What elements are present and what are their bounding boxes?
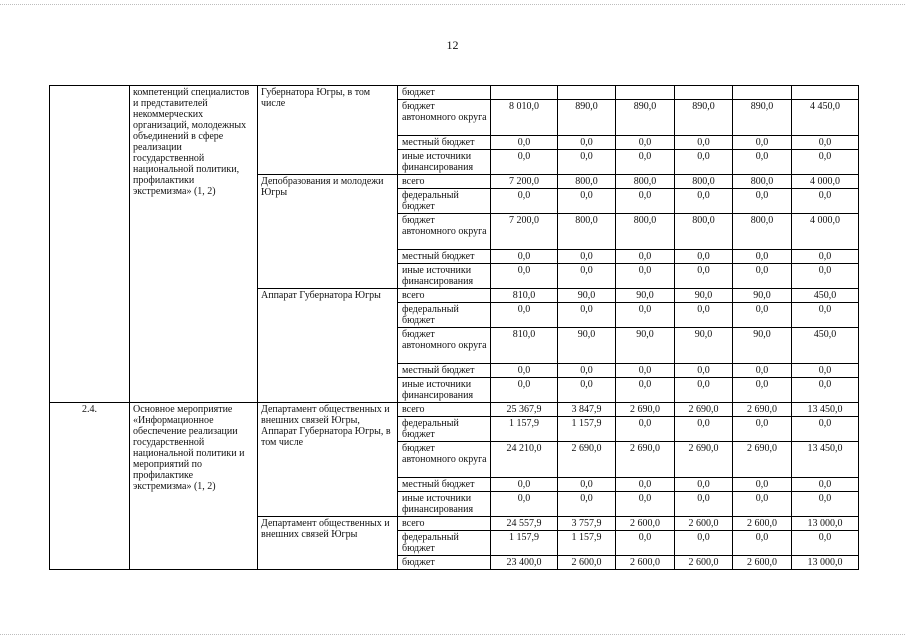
funding-source-cell: бюджет автономного округа — [398, 328, 491, 364]
funding-source-cell: всего — [398, 517, 491, 531]
amount-cell: 1 157,9 — [491, 417, 558, 442]
executor-cell: Департамент общественных и внешних связей Югры, Аппарат Губернатора Югры, в том числе — [258, 403, 398, 517]
funding-source-cell: иные источники финансирования — [398, 264, 491, 289]
amount-cell: 0,0 — [733, 189, 792, 214]
amount-cell: 90,0 — [675, 328, 733, 364]
event-name-cell: Основное мероприятие «Информационное обеспечение реализации государственной национальной политики и мероприятий по профилактике экстремизма» (1, 2) — [130, 403, 258, 570]
amount-cell: 0,0 — [675, 531, 733, 556]
amount-cell: 90,0 — [733, 328, 792, 364]
amount-cell: 0,0 — [558, 492, 616, 517]
funding-source-cell: местный бюджет — [398, 364, 491, 378]
amount-cell: 0,0 — [616, 264, 675, 289]
section-number-cell — [50, 86, 130, 403]
amount-cell: 0,0 — [616, 364, 675, 378]
amount-cell: 24 557,9 — [491, 517, 558, 531]
amount-cell: 800,0 — [558, 175, 616, 189]
amount-cell: 0,0 — [616, 531, 675, 556]
page-number: 12 — [446, 38, 459, 52]
funding-source-cell: федеральный бюджет — [398, 303, 491, 328]
amount-cell: 0,0 — [675, 303, 733, 328]
amount-cell: 8 010,0 — [491, 100, 558, 136]
amount-cell — [491, 86, 558, 100]
amount-cell: 13 000,0 — [792, 517, 859, 531]
amount-cell: 0,0 — [616, 136, 675, 150]
amount-cell: 810,0 — [491, 328, 558, 364]
amount-cell: 1 157,9 — [558, 417, 616, 442]
funding-source-cell: бюджет автономного округа — [398, 100, 491, 136]
amount-cell: 0,0 — [616, 417, 675, 442]
amount-cell: 2 600,0 — [733, 517, 792, 531]
amount-cell: 0,0 — [616, 250, 675, 264]
amount-cell: 2 690,0 — [733, 442, 792, 478]
amount-cell: 0,0 — [792, 364, 859, 378]
amount-cell: 0,0 — [558, 364, 616, 378]
amount-cell — [616, 86, 675, 100]
amount-cell: 0,0 — [792, 478, 859, 492]
amount-cell: 0,0 — [558, 303, 616, 328]
funding-source-cell: иные источники финансирования — [398, 378, 491, 403]
amount-cell: 0,0 — [558, 150, 616, 175]
funding-source-cell: иные источники финансирования — [398, 150, 491, 175]
amount-cell: 2 600,0 — [675, 517, 733, 531]
amount-cell: 2 600,0 — [675, 556, 733, 570]
amount-cell: 13 450,0 — [792, 403, 859, 417]
amount-cell: 0,0 — [616, 478, 675, 492]
funding-source-cell: бюджет — [398, 86, 491, 100]
amount-cell: 2 690,0 — [733, 403, 792, 417]
amount-cell: 7 200,0 — [491, 214, 558, 250]
amount-cell: 800,0 — [558, 214, 616, 250]
section-number-cell: 2.4. — [50, 403, 130, 570]
funding-source-cell: бюджет — [398, 556, 491, 570]
amount-cell: 0,0 — [675, 189, 733, 214]
funding-source-cell: местный бюджет — [398, 136, 491, 150]
amount-cell: 4 000,0 — [792, 214, 859, 250]
amount-cell: 0,0 — [558, 478, 616, 492]
amount-cell: 800,0 — [733, 214, 792, 250]
amount-cell: 2 690,0 — [675, 442, 733, 478]
amount-cell: 890,0 — [616, 100, 675, 136]
amount-cell: 0,0 — [675, 136, 733, 150]
amount-cell: 13 000,0 — [792, 556, 859, 570]
amount-cell: 0,0 — [675, 492, 733, 517]
amount-cell: 0,0 — [558, 264, 616, 289]
amount-cell: 0,0 — [491, 189, 558, 214]
amount-cell: 0,0 — [491, 136, 558, 150]
amount-cell: 0,0 — [792, 250, 859, 264]
amount-cell: 0,0 — [792, 417, 859, 442]
amount-cell: 0,0 — [558, 189, 616, 214]
scan-artifact-bottom — [0, 634, 905, 636]
amount-cell: 13 450,0 — [792, 442, 859, 478]
funding-source-cell: федеральный бюджет — [398, 189, 491, 214]
amount-cell: 450,0 — [792, 328, 859, 364]
amount-cell: 25 367,9 — [491, 403, 558, 417]
funding-source-cell: бюджет автономного округа — [398, 442, 491, 478]
event-name-cell: компетенций специалистов и представителей некоммерческих организаций, молодежных объединений в сфере реализации государственной национальной политики, профилактики экстремизма» (1, 2) — [130, 86, 258, 403]
amount-cell: 890,0 — [733, 100, 792, 136]
amount-cell: 0,0 — [792, 189, 859, 214]
funding-table — [49, 85, 859, 570]
scan-artifact-top — [0, 4, 905, 6]
amount-cell: 0,0 — [733, 303, 792, 328]
executor-cell: Губернатора Югры, в том числе — [258, 86, 398, 175]
amount-cell: 0,0 — [792, 136, 859, 150]
amount-cell: 800,0 — [675, 214, 733, 250]
amount-cell: 3 757,9 — [558, 517, 616, 531]
amount-cell: 0,0 — [491, 492, 558, 517]
amount-cell: 0,0 — [733, 417, 792, 442]
amount-cell — [675, 86, 733, 100]
amount-cell: 800,0 — [675, 175, 733, 189]
funding-source-cell: всего — [398, 175, 491, 189]
amount-cell: 4 450,0 — [792, 100, 859, 136]
amount-cell: 0,0 — [792, 531, 859, 556]
amount-cell: 90,0 — [616, 328, 675, 364]
amount-cell: 810,0 — [491, 289, 558, 303]
amount-cell: 0,0 — [616, 303, 675, 328]
amount-cell: 0,0 — [792, 264, 859, 289]
amount-cell: 0,0 — [491, 478, 558, 492]
amount-cell: 7 200,0 — [491, 175, 558, 189]
funding-source-cell: всего — [398, 403, 491, 417]
amount-cell — [558, 86, 616, 100]
table-row — [50, 86, 859, 100]
amount-cell: 0,0 — [733, 378, 792, 403]
amount-cell: 90,0 — [558, 328, 616, 364]
amount-cell: 90,0 — [675, 289, 733, 303]
amount-cell: 0,0 — [733, 492, 792, 517]
amount-cell: 2 690,0 — [616, 442, 675, 478]
amount-cell: 23 400,0 — [491, 556, 558, 570]
amount-cell: 2 600,0 — [733, 556, 792, 570]
funding-source-cell: бюджет автономного округа — [398, 214, 491, 250]
executor-cell: Аппарат Губернатора Югры — [258, 289, 398, 403]
amount-cell: 24 210,0 — [491, 442, 558, 478]
amount-cell: 0,0 — [792, 303, 859, 328]
amount-cell: 0,0 — [491, 303, 558, 328]
amount-cell: 0,0 — [491, 364, 558, 378]
amount-cell: 90,0 — [558, 289, 616, 303]
amount-cell: 0,0 — [675, 150, 733, 175]
amount-cell: 800,0 — [616, 214, 675, 250]
amount-cell: 0,0 — [616, 189, 675, 214]
funding-source-cell: иные источники финансирования — [398, 492, 491, 517]
table-row — [50, 403, 859, 417]
amount-cell — [792, 86, 859, 100]
amount-cell: 0,0 — [675, 378, 733, 403]
amount-cell: 890,0 — [558, 100, 616, 136]
amount-cell: 0,0 — [792, 378, 859, 403]
amount-cell: 2 690,0 — [616, 403, 675, 417]
amount-cell: 0,0 — [733, 264, 792, 289]
amount-cell: 0,0 — [733, 250, 792, 264]
amount-cell: 2 600,0 — [616, 556, 675, 570]
amount-cell: 450,0 — [792, 289, 859, 303]
amount-cell — [733, 86, 792, 100]
amount-cell: 90,0 — [616, 289, 675, 303]
amount-cell: 0,0 — [616, 378, 675, 403]
funding-source-cell: местный бюджет — [398, 478, 491, 492]
amount-cell: 90,0 — [733, 289, 792, 303]
amount-cell: 0,0 — [675, 417, 733, 442]
amount-cell: 0,0 — [792, 150, 859, 175]
amount-cell: 0,0 — [491, 250, 558, 264]
amount-cell: 2 690,0 — [558, 442, 616, 478]
amount-cell: 0,0 — [792, 492, 859, 517]
amount-cell: 800,0 — [733, 175, 792, 189]
funding-source-cell: федеральный бюджет — [398, 417, 491, 442]
amount-cell: 0,0 — [675, 264, 733, 289]
funding-source-cell: всего — [398, 289, 491, 303]
amount-cell: 0,0 — [733, 364, 792, 378]
amount-cell: 0,0 — [675, 364, 733, 378]
amount-cell: 0,0 — [491, 150, 558, 175]
amount-cell: 890,0 — [675, 100, 733, 136]
amount-cell: 0,0 — [491, 378, 558, 403]
amount-cell: 3 847,9 — [558, 403, 616, 417]
amount-cell: 0,0 — [616, 492, 675, 517]
amount-cell: 2 600,0 — [616, 517, 675, 531]
amount-cell: 0,0 — [733, 136, 792, 150]
amount-cell: 0,0 — [558, 378, 616, 403]
amount-cell: 0,0 — [558, 250, 616, 264]
amount-cell: 4 000,0 — [792, 175, 859, 189]
amount-cell: 0,0 — [733, 478, 792, 492]
funding-source-cell: местный бюджет — [398, 250, 491, 264]
amount-cell: 0,0 — [675, 250, 733, 264]
executor-cell: Депобразования и молодежи Югры — [258, 175, 398, 289]
funding-source-cell: федеральный бюджет — [398, 531, 491, 556]
amount-cell: 0,0 — [558, 136, 616, 150]
amount-cell: 0,0 — [675, 478, 733, 492]
amount-cell: 800,0 — [616, 175, 675, 189]
amount-cell: 0,0 — [733, 150, 792, 175]
amount-cell: 1 157,9 — [491, 531, 558, 556]
amount-cell: 2 600,0 — [558, 556, 616, 570]
executor-cell: Департамент общественных и внешних связей Югры — [258, 517, 398, 570]
amount-cell: 0,0 — [491, 264, 558, 289]
amount-cell: 0,0 — [733, 531, 792, 556]
amount-cell: 2 690,0 — [675, 403, 733, 417]
amount-cell: 1 157,9 — [558, 531, 616, 556]
amount-cell: 0,0 — [616, 150, 675, 175]
